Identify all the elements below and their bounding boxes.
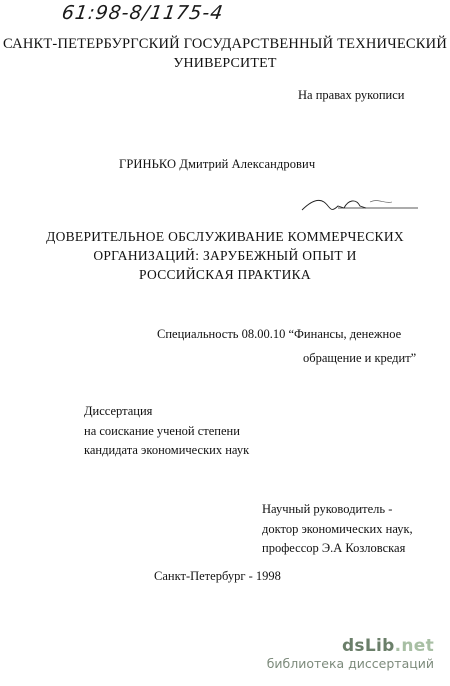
rights-note: На правах рукописи [298,88,405,102]
degree-line-2: на соискание ученой степени [84,423,240,438]
advisor-block [262,500,413,559]
advisor-line-2: доктор экономических наук, [262,521,413,536]
dissertation-title [0,227,450,284]
title-line-3: РОССИЙСКАЯ ПРАКТИКА [139,267,311,282]
archive-number-handwritten: 61:98-8/1175-4 [60,2,225,24]
degree-line-1: Диссертация [84,404,153,418]
author-name: ГРИНЬКО Дмитрий Александрович [119,157,316,171]
author-signature [300,188,420,218]
dissertation-degree-block [84,402,249,461]
advisor-line-3: профессор Э.А Козловская [262,541,406,555]
university-header [0,34,450,74]
place-and-year: Санкт-Петербург - 1998 [154,569,281,583]
specialty-line-1: Специальность 08.00.10 “Финансы, денежное [157,327,402,341]
specialty-line-2: обращение и кредит” [303,351,417,365]
university-line-2: УНИВЕРСИТЕТ [173,56,277,71]
watermark-tagline: библиотека диссертаций [266,656,434,671]
watermark-brand-tld: .net [394,636,434,656]
title-line-2: ОРГАНИЗАЦИЙ: ЗАРУБЕЖНЫЙ ОПЫТ И [93,248,357,263]
watermark-brand [267,636,434,656]
degree-line-3: кандидата экономических наук [84,443,250,457]
university-line-1: САНКТ-ПЕТЕРБУРГСКИЙ ГОСУДАРСТВЕННЫЙ ТЕХНИЧЕСКИЙ [3,36,447,52]
watermark-brand-main: dsLib [341,636,395,656]
dslib-watermark [267,636,434,672]
title-line-1: ДОВЕРИТЕЛЬНОЕ ОБСЛУЖИВАНИЕ КОММЕРЧЕСКИХ [46,229,404,244]
advisor-line-1: Научный руководитель - [262,502,393,516]
